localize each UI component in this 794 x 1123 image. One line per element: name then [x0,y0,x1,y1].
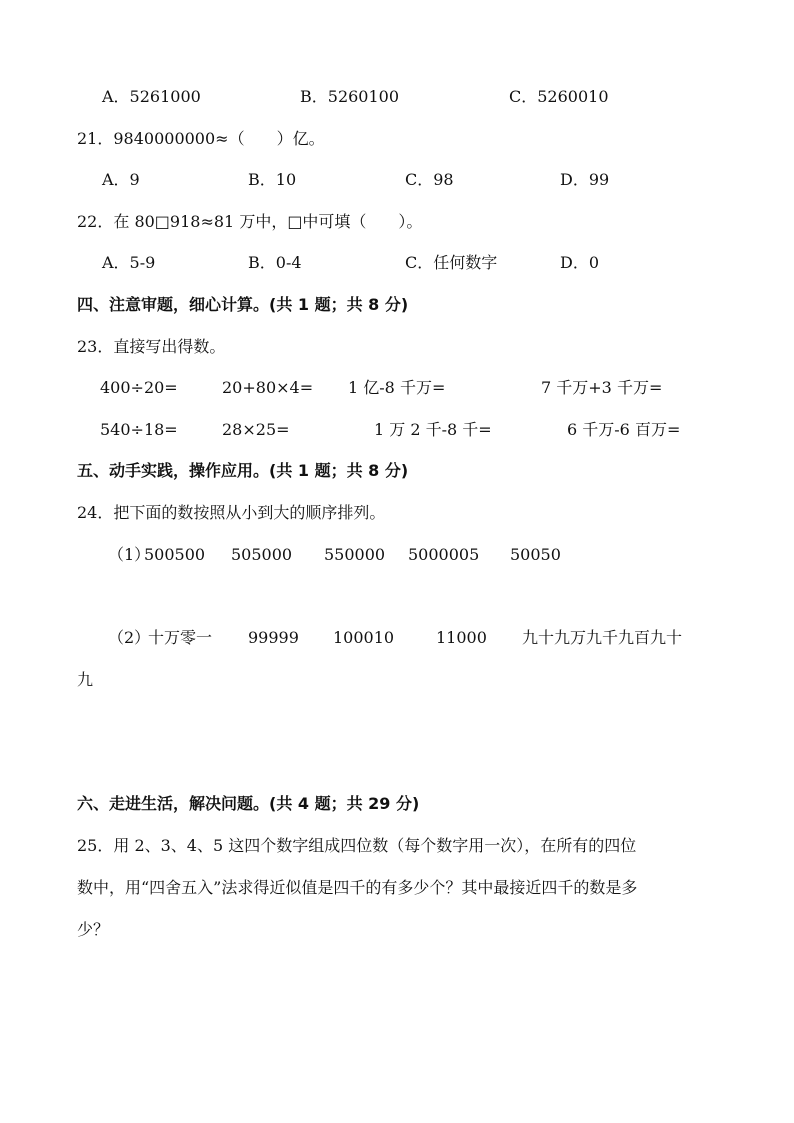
q21-stem: 21．9840000000≈（ ）亿。 [77,129,325,148]
q23-item: 20+80×4= [222,378,314,397]
q21-option-a: A．9 [102,170,140,189]
q24-number: 99999 [248,628,299,647]
q20-option-b: B．5260100 [300,87,400,106]
q24-number: 九十九万九千九百九十 [522,628,683,647]
section-4-heading: 四、注意审题，细心计算。(共 1 题；共 8 分) [77,295,409,314]
q25-line-1: 25．用 2、3、4、5 这四个数字组成四位数（每个数字用一次），在所有的四位 [77,836,637,855]
q23-item: 1 万 2 千-8 千= [374,420,492,439]
q23-item: 400÷20= [100,378,178,397]
q24-number: 50050 [510,545,561,564]
q24-stem: 24．把下面的数按照从小到大的顺序排列。 [77,503,386,522]
q23-item: 7 千万+3 千万= [541,378,663,397]
q25-line-2: 数中，用“四舍五入”法求得近似值是四千的有多少个？其中最接近四千的数是多 [77,878,638,897]
q22-option-c: C．任何数字 [405,253,498,272]
q20-option-c: C．5260010 [509,87,609,106]
q24-number: 550000 [324,545,386,564]
q24-part-2-label: （2） [108,628,151,647]
q20-option-a: A．5261000 [102,87,201,106]
q25-line-3: 少？ [77,920,110,939]
q24-number: 11000 [436,628,487,647]
q24-part-1-label: （1） [108,545,151,564]
q23-item: 6 千万-6 百万= [567,420,681,439]
q24-number: 5000005 [408,545,480,564]
q23-item: 1 亿-8 千万= [348,378,446,397]
q24-number: 505000 [231,545,293,564]
q22-stem: 22．在 80□918≈81 万中，□中可填（ ）。 [77,212,423,231]
q24-number: 十万零一 [148,628,213,647]
q23-stem: 23．直接写出得数。 [77,337,226,356]
q24-number: 500500 [144,545,206,564]
q21-option-d: D．99 [560,170,610,189]
q24-number: 100010 [333,628,395,647]
q22-option-b: B．0-4 [248,253,302,272]
q21-option-c: C．98 [405,170,454,189]
q23-item: 28×25= [222,420,290,439]
q21-option-b: B．10 [248,170,297,189]
q22-option-d: D．0 [560,253,600,272]
section-6-heading: 六、走进生活，解决问题。(共 4 题；共 29 分) [77,794,420,813]
section-5-heading: 五、动手实践，操作应用。(共 1 题；共 8 分) [77,461,409,480]
q23-item: 540÷18= [100,420,178,439]
q24-part-2-wrap: 九 [77,670,94,689]
q22-option-a: A．5-9 [102,253,156,272]
